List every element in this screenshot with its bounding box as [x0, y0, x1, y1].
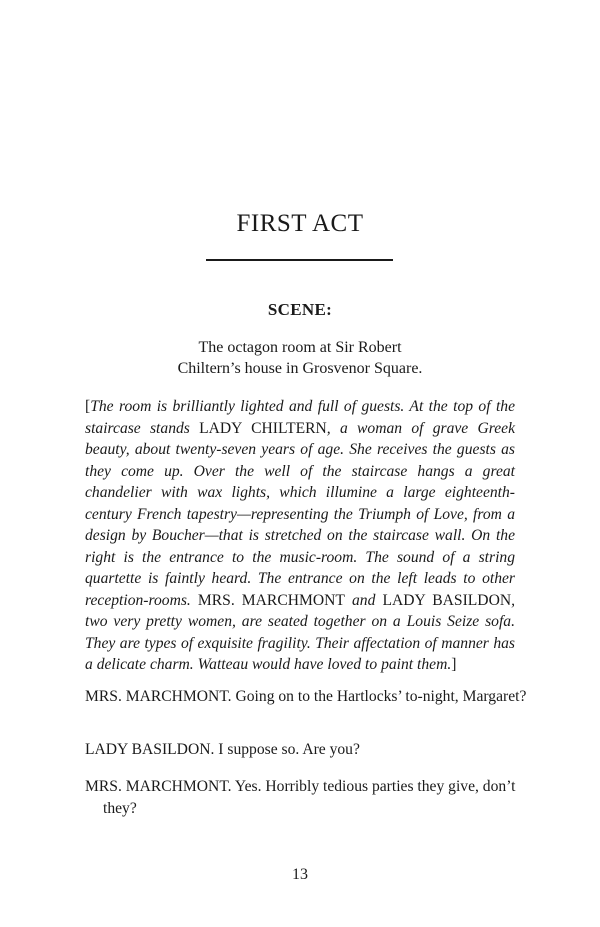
speaker-name: LADY BASILDON.	[85, 741, 215, 758]
scene-label: SCENE:	[267, 300, 333, 319]
stage-direction-segment: ]	[451, 656, 457, 673]
title-divider	[206, 259, 393, 261]
character-name: MRS. MARCHMONT	[197, 591, 345, 609]
scene-description	[0, 337, 600, 379]
stage-direction-segment: [	[85, 398, 91, 415]
stage-direction-segment: and	[344, 591, 383, 609]
page-number: 13	[292, 866, 308, 883]
speaker-name: MRS. MARCHMONT.	[85, 778, 232, 795]
stage-direction-segment: , two very pretty women, are seated together on a Louis Seize sofa. They are types of exquisite fragility. Their affectation of manner has a delicate charm. Watteau would have loved to paint them.	[85, 591, 515, 673]
dialogue-line	[85, 739, 533, 761]
dialogue-line	[85, 686, 533, 708]
stage-direction-segment: , a woman of grave Greek beauty, about twenty-seven years of age. She receives the guests as they come up. Over the well of the staircase hangs a great chandelier with wax lights, which illumine a large eighteenth-century French tapestry—representing the Triumph of Love, from a design by Boucher—that is stretched on the staircase wall. On the right is the entrance to the music-room. The sound of a string quartette is faintly heard. The entrance on the left leads to other reception-rooms.	[85, 419, 515, 609]
scene-description-line: Chiltern’s house in Grosvenor Square.	[177, 360, 423, 377]
character-name: LADY CHILTERN	[199, 419, 327, 437]
spoken-text: Yes. Horribly tedious parties they give, don’t they?	[103, 778, 516, 817]
scene-description-line: The octagon room at Sir Robert	[198, 339, 402, 356]
speaker-name: MRS. MARCHMONT.	[85, 688, 232, 705]
stage-direction-segment: The room is brilliantly lighted and full of guests. At the top of the staircase stands	[85, 398, 515, 437]
act-title: FIRST ACT	[236, 210, 364, 237]
stage-direction	[85, 396, 515, 676]
spoken-text: I suppose so. Are you?	[218, 741, 360, 758]
dialogue-line	[85, 776, 533, 820]
spoken-text: Going on to the Hartlocks’ to-night, Margaret?	[235, 688, 527, 705]
character-name: LADY BASILDON	[382, 591, 512, 609]
